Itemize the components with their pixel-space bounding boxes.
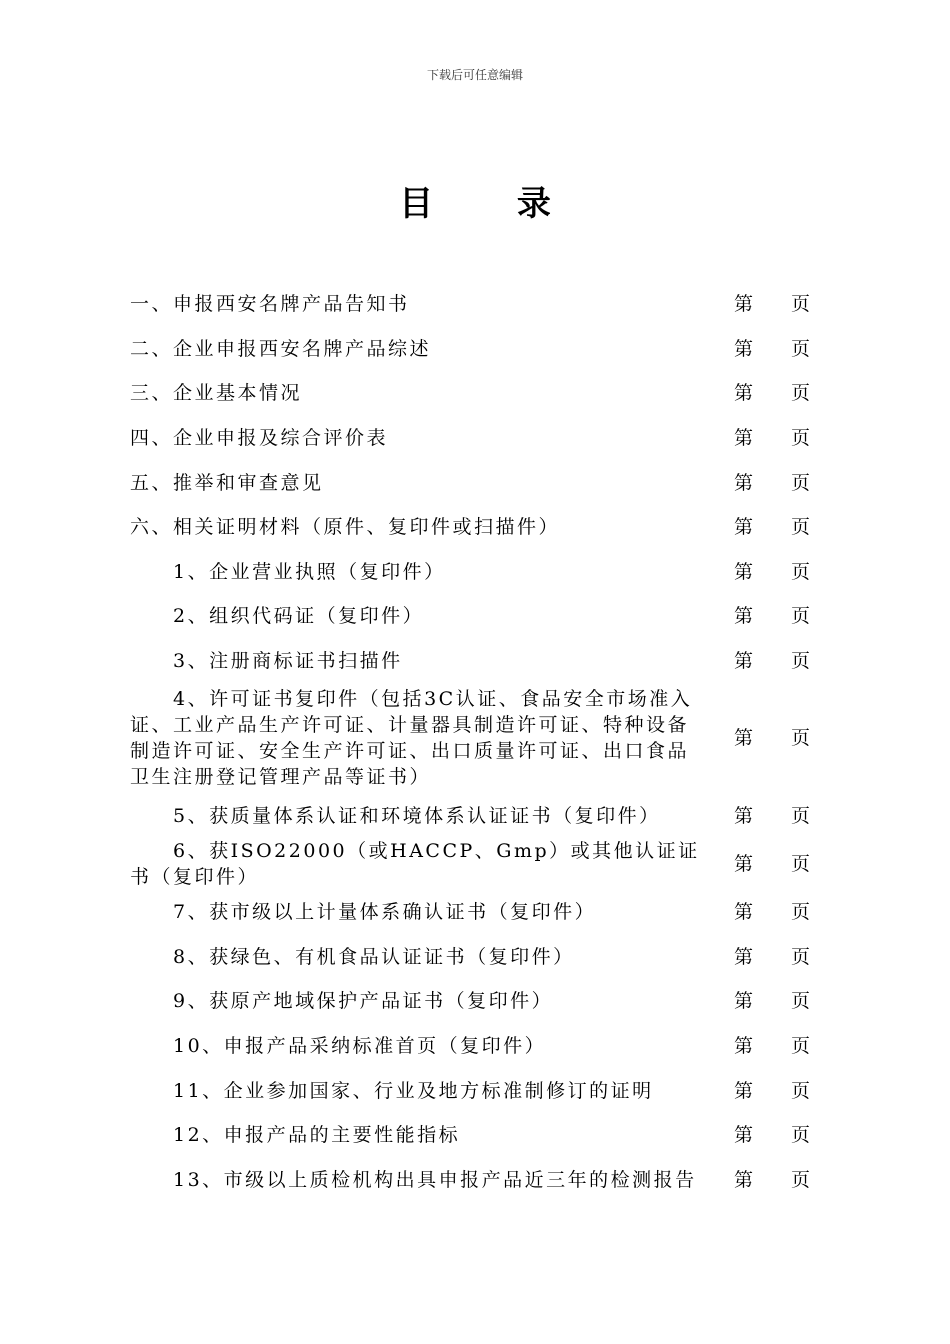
toc-entry-text: 9、获原产地域保护产品证书（复印件）	[173, 990, 554, 1013]
page-reference	[734, 1167, 810, 1193]
toc-entry-text: 11、企业参加国家、行业及地方标准制修订的证明	[173, 1079, 654, 1102]
toc-entry-text: 五、推举和审查意见	[130, 471, 324, 494]
page-suffix: 页	[790, 516, 810, 539]
toc-subentry[interactable]	[130, 550, 820, 595]
toc-entry[interactable]	[130, 505, 820, 550]
page-reference	[734, 1122, 810, 1148]
toc-entry[interactable]	[130, 416, 820, 461]
page-prefix: 第	[734, 1079, 754, 1102]
page-prefix: 第	[734, 945, 754, 968]
page-reference	[734, 988, 810, 1014]
page-suffix: 页	[790, 901, 810, 924]
table-of-contents	[130, 282, 820, 1202]
page-suffix: 页	[790, 1079, 810, 1102]
toc-subentry[interactable]	[130, 683, 820, 793]
page-prefix: 第	[734, 471, 754, 494]
page-header: 下载后可任意编辑	[426, 68, 523, 82]
toc-entry-text: 1、企业营业执照（复印件）	[173, 560, 446, 583]
page-prefix: 第	[734, 901, 754, 924]
page-suffix: 页	[790, 605, 810, 628]
toc-subentry[interactable]	[130, 838, 820, 890]
page-prefix: 第	[734, 516, 754, 539]
page-prefix: 第	[734, 337, 754, 360]
toc-entry[interactable]	[130, 371, 820, 416]
toc-entry-text: 7、获市级以上计量体系确认证书（复印件）	[173, 901, 597, 924]
page-prefix: 第	[734, 605, 754, 628]
page-suffix: 页	[790, 427, 810, 450]
toc-entry-text: 8、获绿色、有机食品认证证书（复印件）	[173, 945, 575, 968]
toc-entry-text: 2、组织代码证（复印件）	[173, 605, 425, 628]
page-reference	[734, 336, 810, 362]
page-reference	[734, 291, 810, 317]
page-reference	[734, 899, 810, 925]
toc-entry-text: 三、企业基本情况	[130, 382, 303, 405]
page-prefix: 第	[734, 293, 754, 316]
toc-subentry[interactable]	[130, 1113, 820, 1158]
page-reference	[734, 803, 810, 829]
toc-entry-text: 4、许可证书复印件（包括3C认证、食品安全市场准入证、工业产品生产许可证、计量器具制造许可证、特种设备制造许可证、安全生产许可证、出口质量许可证、出口食品卫生注册登记管理产品等证书）	[130, 688, 693, 789]
page-suffix: 页	[790, 471, 810, 494]
toc-entry[interactable]	[130, 282, 820, 327]
page-reference	[734, 559, 810, 585]
page-reference	[734, 851, 810, 877]
page-suffix: 页	[790, 727, 810, 750]
page-suffix: 页	[790, 337, 810, 360]
page-prefix: 第	[734, 727, 754, 750]
toc-subentry[interactable]	[130, 594, 820, 639]
page-reference	[734, 1033, 810, 1059]
toc-entry-text: 六、相关证明材料（原件、复印件或扫描件）	[130, 516, 561, 539]
page-prefix: 第	[734, 804, 754, 827]
toc-subentry[interactable]	[130, 979, 820, 1024]
toc-subentry[interactable]	[130, 1158, 820, 1203]
page-prefix: 第	[734, 852, 754, 875]
toc-entry-text: 一、申报西安名牌产品告知书	[130, 293, 410, 316]
page-reference	[734, 425, 810, 451]
page-suffix: 页	[790, 945, 810, 968]
page-prefix: 第	[734, 1035, 754, 1058]
page-suffix: 页	[790, 1168, 810, 1191]
page-reference	[734, 725, 810, 751]
page-reference	[734, 380, 810, 406]
toc-entry-text: 12、申报产品的主要性能指标	[173, 1124, 461, 1147]
toc-subentry[interactable]	[130, 1024, 820, 1069]
page-suffix: 页	[790, 1035, 810, 1058]
page-reference	[734, 603, 810, 629]
toc-entry-text: 10、申报产品采纳标准首页（复印件）	[173, 1035, 547, 1058]
toc-entry-text: 二、企业申报西安名牌产品综述	[130, 337, 432, 360]
toc-subentry[interactable]	[130, 890, 820, 935]
page-suffix: 页	[790, 990, 810, 1013]
page-suffix: 页	[790, 852, 810, 875]
toc-subentry[interactable]	[130, 639, 820, 684]
page-prefix: 第	[734, 427, 754, 450]
page-suffix: 页	[790, 293, 810, 316]
page-suffix: 页	[790, 650, 810, 673]
page-prefix: 第	[734, 382, 754, 405]
toc-entry-text: 3、注册商标证书扫描件	[173, 650, 403, 673]
page-prefix: 第	[734, 1124, 754, 1147]
toc-entry-text: 6、获ISO22000（或HACCP、Gmp）或其他认证证书（复印件）	[130, 839, 700, 888]
toc-entry-text: 5、获质量体系认证和环境体系认证证书（复印件）	[173, 804, 661, 827]
page-suffix: 页	[790, 560, 810, 583]
page-reference	[734, 648, 810, 674]
toc-subentry[interactable]	[130, 935, 820, 980]
toc-entry-text: 13、市级以上质检机构出具申报产品近三年的检测报告	[173, 1168, 697, 1191]
page-reference	[734, 514, 810, 540]
page-prefix: 第	[734, 560, 754, 583]
page-prefix: 第	[734, 1168, 754, 1191]
page-suffix: 页	[790, 382, 810, 405]
page-reference	[734, 944, 810, 970]
toc-entry[interactable]	[130, 327, 820, 372]
toc-subentry[interactable]	[130, 793, 820, 838]
page-title: 目 录	[399, 184, 587, 224]
page-prefix: 第	[734, 990, 754, 1013]
toc-entry-text: 四、企业申报及综合评价表	[130, 427, 389, 450]
toc-entry[interactable]	[130, 460, 820, 505]
page-suffix: 页	[790, 804, 810, 827]
page-reference	[734, 470, 810, 496]
page-reference	[734, 1078, 810, 1104]
page-prefix: 第	[734, 650, 754, 673]
page-suffix: 页	[790, 1124, 810, 1147]
toc-subentry[interactable]	[130, 1068, 820, 1113]
